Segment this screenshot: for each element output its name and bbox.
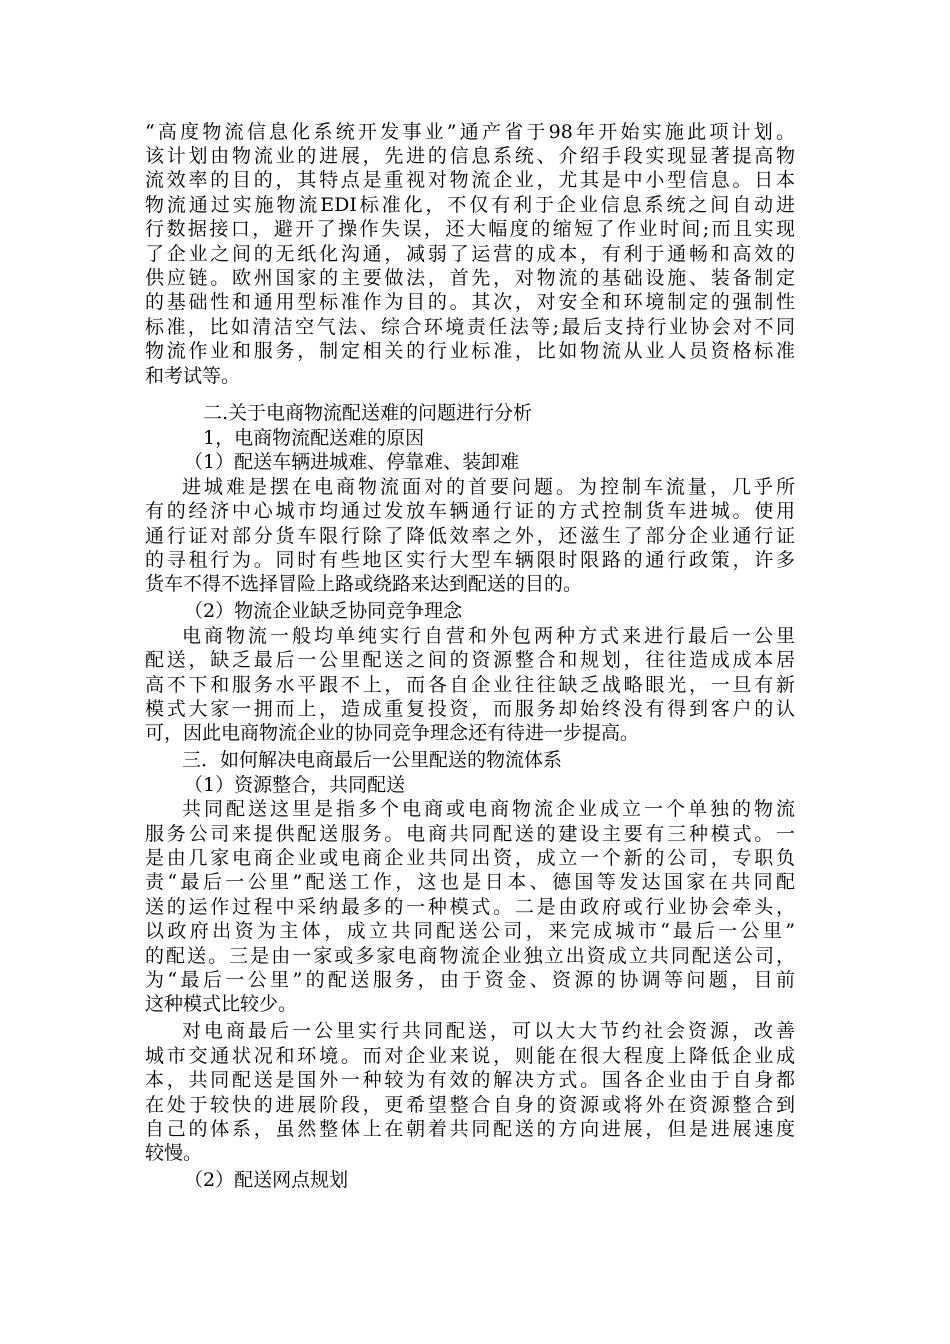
item-heading: （2）物流企业缺乏协同竞争理念 <box>184 600 463 622</box>
text-line: 流效率的目的，其特点是重视对物流企业，尤其是中小型信息。日本 <box>145 169 795 191</box>
text-line: 这种模式比较少。 <box>145 993 298 1015</box>
item-heading: （1）资源整合，共同配送 <box>184 774 406 796</box>
text-line: 物流通过实施物流EDI标准化，不仅有利于企业信息系统之间自动进 <box>145 194 795 216</box>
text-line: 有的经济中心城市均通过发放车辆通行证的方式控制货车进城。使用 <box>145 500 795 522</box>
text-line: 自己的体系，虽然整体上在朝着共同配送的方向进展，但是进展速度 <box>145 1118 795 1140</box>
text-line: 了企业之间的无纸化沟通，减弱了运营的成本，有利于通畅和高效的 <box>145 243 795 265</box>
text-line: 本，共同配送是国外一种较为有效的解决方式。国各企业由于自身都 <box>145 1069 795 1091</box>
text-line: 在处于较快的进展阶段，更希望整合自身的资源或将外在资源整合到 <box>145 1094 795 1116</box>
text-line: 城市交通状况和环境。而对企业来说，则能在很大程度上降低企业成 <box>145 1045 795 1067</box>
subsection-heading: 1，电商物流配送难的原因 <box>203 427 425 449</box>
text-line: 物流作业和服务，制定相关的行业标准，比如物流从业人员资格标准 <box>145 340 795 362</box>
text-line: 通行证对部分货车限行除了降低效率之外，还滋生了部分企业通行证 <box>145 525 795 547</box>
text-line: 货车不得不选择冒险上路或绕路来达到配送的目的。 <box>145 573 583 595</box>
text-line: 供应链。欧州国家的主要做法，首先，对物流的基础设施、装备制定 <box>145 267 795 289</box>
text-line: 可，因此电商物流企业的协同竞争理念还有待进一步提高。 <box>145 722 640 744</box>
text-line: 该计划由物流业的进展，先进的信息系统、介绍手段实现显著提高物 <box>145 145 795 167</box>
text-line: 电商物流一般均单纯实行自营和外包两种方式来进行最后一公里 <box>182 625 795 647</box>
text-line: 以政府出资为主体，成立共同配送公司，来完成城市“最后一公里” <box>145 920 795 942</box>
section-heading: 三．如何解决电商最后一公里配送的物流体系 <box>182 749 563 771</box>
text-line: 标准，比如清洁空气法、综合环境责任法等;最后支持行业协会对不同 <box>145 316 795 338</box>
text-line: 进城难是摆在电商物流面对的首要问题。为控制车流量，几乎所 <box>182 476 795 498</box>
text-line: 配送，缺乏最后一公里配送之间的资源整合和规划，往往造成成本居 <box>145 649 795 671</box>
text-line: 的配送。三是由一家或多家电商物流企业独立出资成立共同配送公司， <box>145 945 795 967</box>
text-line: 服务公司来提供配送服务。电商共同配送的建设主要有三种模式。一 <box>145 823 795 845</box>
text-line: 的基础性和通用型标准作为目的。其次，对安全和环境制定的强制性 <box>145 291 795 313</box>
text-line: “高度物流信息化系统开发事业”通产省于98年开始实施此项计划。 <box>145 121 795 143</box>
text-line: 较慢。 <box>145 1142 203 1164</box>
text-line: 责“最后一公里”配送工作，这也是日本、德国等发达国家在共同配 <box>145 871 795 893</box>
item-heading: （1）配送车辆进城难、停靠难、装卸难 <box>184 451 520 473</box>
text-line: 的寻租行为。同时有些地区实行大型车辆限时限路的通行政策，许多 <box>145 549 795 571</box>
item-heading: （2）配送网点规划 <box>184 1169 349 1191</box>
text-line: 高不下和服务水平跟不上，而各自企业往往缺乏战略眼光，一旦有新 <box>145 674 795 696</box>
text-line: 对电商最后一公里实行共同配送，可以大大节约社会资源，改善 <box>182 1020 795 1042</box>
text-line: 和考试等。 <box>145 365 241 387</box>
text-line: 共同配送这里是指多个电商或电商物流企业成立一个单独的物流 <box>182 798 795 820</box>
text-line: 是由几家电商企业或电商企业共同出资，成立一个新的公司，专职负 <box>145 847 795 869</box>
text-line: 送的运作过程中采纳最多的一种模式。二是由政府或行业协会牵头， <box>145 896 795 918</box>
text-line: 模式大家一拥而上，造成重复投资，而服务却始终没有得到客户的认 <box>145 698 795 720</box>
text-line: 为“最后一公里”的配送服务，由于资金、资源的协调等问题，目前 <box>145 969 795 991</box>
text-line: 行数据接口，避开了操作失误，还大幅度的缩短了作业时间;而且实现 <box>145 218 795 240</box>
section-heading: 二.关于电商物流配送难的问题进行分析 <box>203 402 533 424</box>
